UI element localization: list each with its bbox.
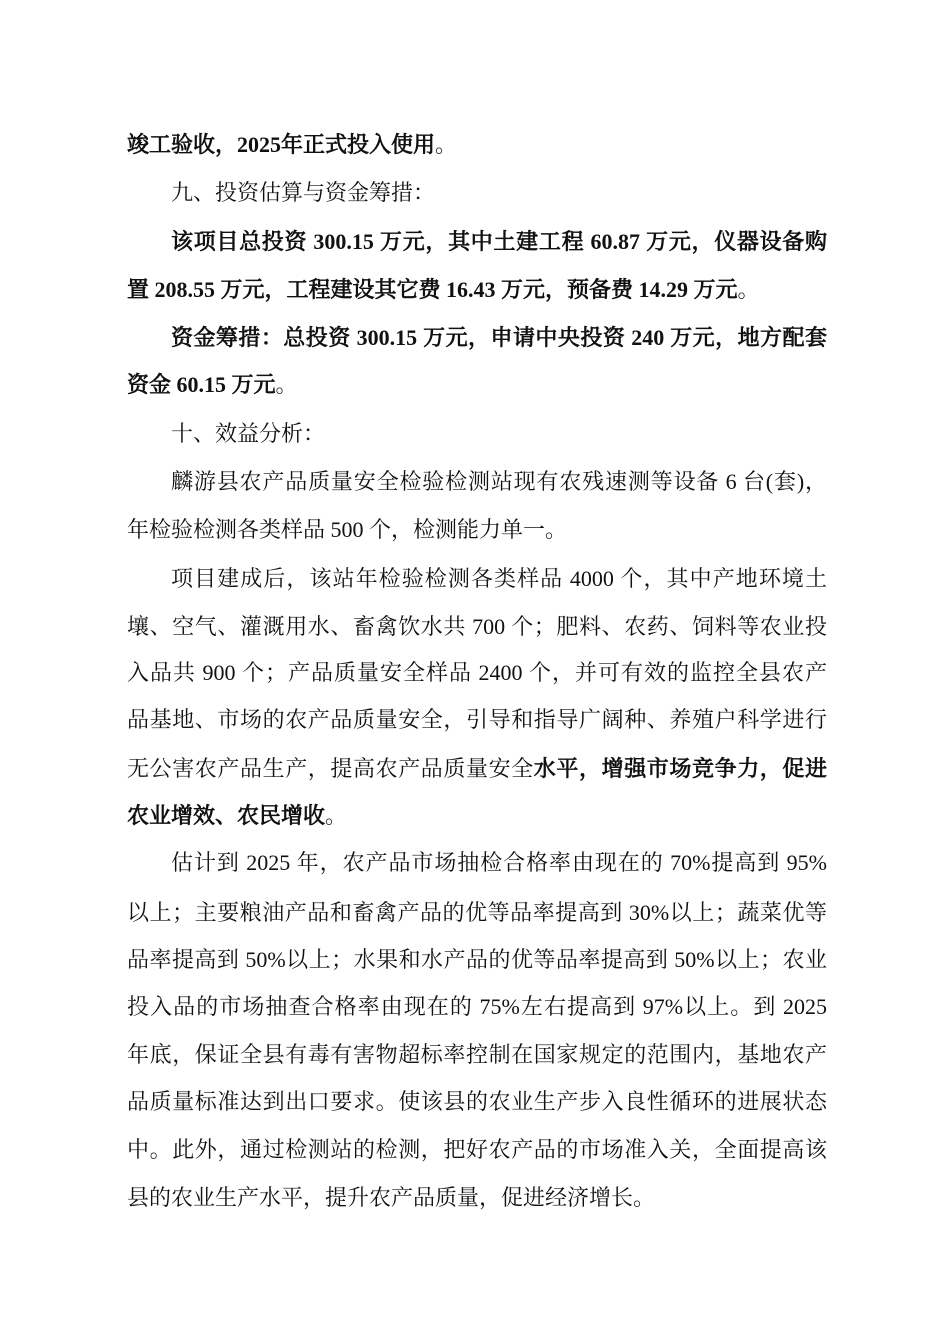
- text-line: 资金 60.15 万元。: [127, 372, 298, 397]
- text-line: 年底，保证全县有毒有害物超标率控制在国家规定的范围内，基地农产: [127, 1042, 827, 1067]
- text-line: 农业增效、农民增收。: [127, 803, 348, 828]
- text-line: 项目建成后，该站年检验检测各类样品 4000 个，其中产地环境土: [171, 566, 827, 591]
- text-line: 县的农业生产水平，提升农产品质量，促进经济增长。: [127, 1185, 656, 1210]
- text-line: 以上；主要粮油产品和畜禽产品的优等品率提高到 30%以上；蔬菜优等: [127, 900, 827, 925]
- section-heading-investment: 九、投资估算与资金筹措：: [171, 180, 436, 205]
- text-line: 品质量标准达到出口要求。使该县的农业生产步入良性循环的进展状态: [127, 1089, 827, 1114]
- text-line: 入品共 900 个；产品质量安全样品 2400 个，并可有效的监控全县农产: [127, 660, 827, 685]
- text-line: 品率提高到 50%以上；水果和水产品的优等品率提高到 50%以上；农业: [127, 947, 827, 972]
- text-line: 年检验检测各类样品 500 个，检测能力单一。: [127, 517, 568, 542]
- text-line: 无公害农产品生产，提高农产品质量安全水平，增强市场竞争力，促进: [127, 756, 827, 781]
- text-line: 中。此外，通过检测站的检测，把好农产品的市场准入关，全面提高该: [127, 1137, 827, 1162]
- section-heading-benefit: 十、效益分析：: [171, 421, 326, 446]
- text-line: 估计到 2025 年，农产品市场抽检合格率由现在的 70%提高到 95%: [171, 850, 827, 875]
- text-line: 竣工验收，2025年正式投入使用。: [127, 132, 458, 157]
- text-line: 麟游县农产品质量安全检验检测站现有农残速测等设备 6 台(套)，: [171, 469, 827, 494]
- text-line: 投入品的市场抽查合格率由现在的 75%左右提高到 97%以上。到 2025: [127, 994, 827, 1019]
- text-line: 品基地、市场的农产品质量安全，引导和指导广阔种、养殖户科学进行: [127, 707, 827, 732]
- text-line: 壤、空气、灌溉用水、畜禽饮水共 700 个；肥料、农药、饲料等农业投: [127, 614, 827, 639]
- text-line: 资金筹措：总投资 300.15 万元，申请中央投资 240 万元，地方配套: [171, 325, 827, 350]
- text-line: 该项目总投资 300.15 万元，其中土建工程 60.87 万元，仪器设备购: [171, 229, 827, 254]
- text-line: 置 208.55 万元，工程建设其它费 16.43 万元，预备费 14.29 万元。: [127, 277, 760, 302]
